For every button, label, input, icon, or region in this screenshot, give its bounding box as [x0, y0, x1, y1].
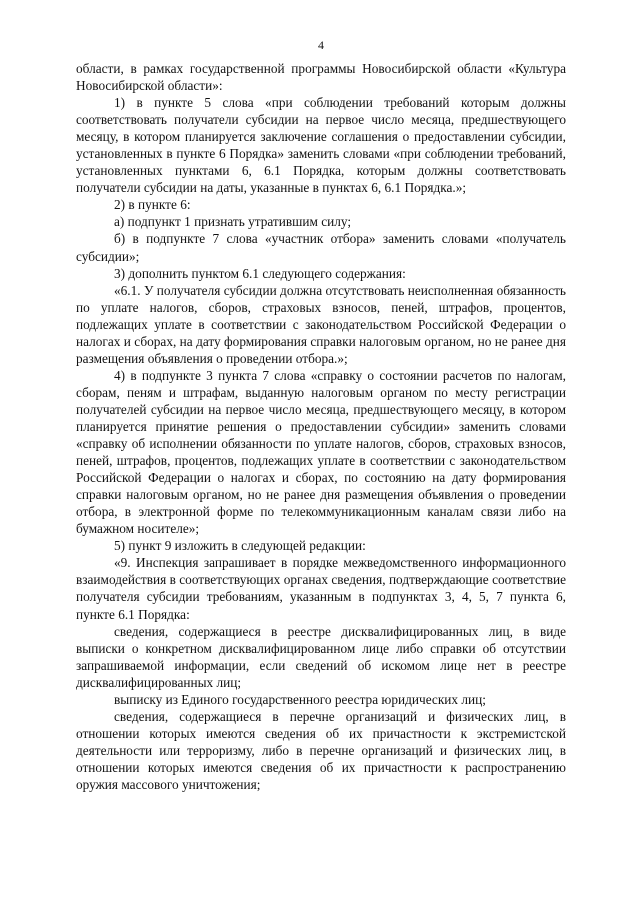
- document-body: [76, 60, 566, 793]
- paragraph: 4) в подпункте 3 пункта 7 слова «справку о состоянии расчетов по налогам, сборам, пеням и штрафам, выданную налоговым органом по месту регистрации получателей субсидии на первое число месяца, предшествующего месяцу, в котором планируется принятие решения о предоставлении субсидии» заменить словами «справку об исполнении обязанности по уплате налогов, сборов, страховых взносов, пеней, штрафов, процентов, подлежащих уплате в соответствии с законодательством Российской Федерации о налогах и сборах, по состоянию на дату формирования справки налоговым органом, но не ранее дня размещения объявления о проведении отбора, в электронной форме по телекоммуникационным каналам связи либо на бумажном носителе»;: [76, 367, 566, 537]
- paragraph: области, в рамках государственной программы Новосибирской области «Культура Новосибирской области»:: [76, 61, 566, 94]
- paragraph: сведения, содержащиеся в перечне организаций и физических лиц, в отношении которых имеются сведения об их причастности к экстремистской деятельности или терроризму, либо в перечне организаций и физических лиц, в отношении которых имеются сведения об их причастности к распространению оружия массового уничтожения;: [76, 708, 566, 792]
- paragraph: 3) дополнить пунктом 6.1 следующего содержания:: [114, 265, 406, 281]
- paragraph: 5) пункт 9 изложить в следующей редакции:: [114, 538, 366, 554]
- paragraph: выписку из Единого государственного реестра юридических лиц;: [114, 691, 486, 707]
- paragraph: а) подпункт 1 признать утратившим силу;: [114, 214, 352, 230]
- page-number: 4: [318, 38, 324, 52]
- paragraph: «9. Инспекция запрашивает в порядке межведомственного информационного взаимодействия в соответствующих органах сведения, подтверждающие соответствие получателя субсидии требованиям, указанным в подпунктах 3, 4, 5, 7 пункта 6, пункте 6.1 Порядка:: [76, 555, 566, 622]
- paragraph: 2) в пункте 6:: [114, 197, 191, 213]
- paragraph: б) в подпункте 7 слова «участник отбора» заменить словами «получатель субсидии»;: [76, 231, 566, 264]
- paragraph: «6.1. У получателя субсидии должна отсутствовать неисполненная обязанность по уплате налогов, сборов, страховых взносов, пеней, штрафов, процентов, подлежащих уплате в соответствии с законодательством Российской Федерации о налогах и сборах, на дату формирования справки налоговым органом, но не ранее дня размещения объявления о проведении отбора.»;: [76, 282, 566, 366]
- paragraph: сведения, содержащиеся в реестре дисквалифицированных лиц, в виде выписки о конкретном дисквалифицированном лице либо справки об отсутствии запрашиваемой информации, если сведений об искомом лице нет в реестре дисквалифицированных лиц;: [76, 623, 566, 690]
- paragraph: 1) в пункте 5 слова «при соблюдении требований которым должны соответствовать получатели субсидии на первое число месяца, предшествующего месяцу, в котором планируется заключение соглашения о предоставлении субсидии, установленных в пункте 6 Порядка» заменить словами «при соблюдении требований, установленных пунктами 6, 6.1 Порядка, которым должны соответствовать получатели субсидии на даты, указанные в пунктах 6, 6.1 Порядка.»;: [76, 95, 566, 196]
